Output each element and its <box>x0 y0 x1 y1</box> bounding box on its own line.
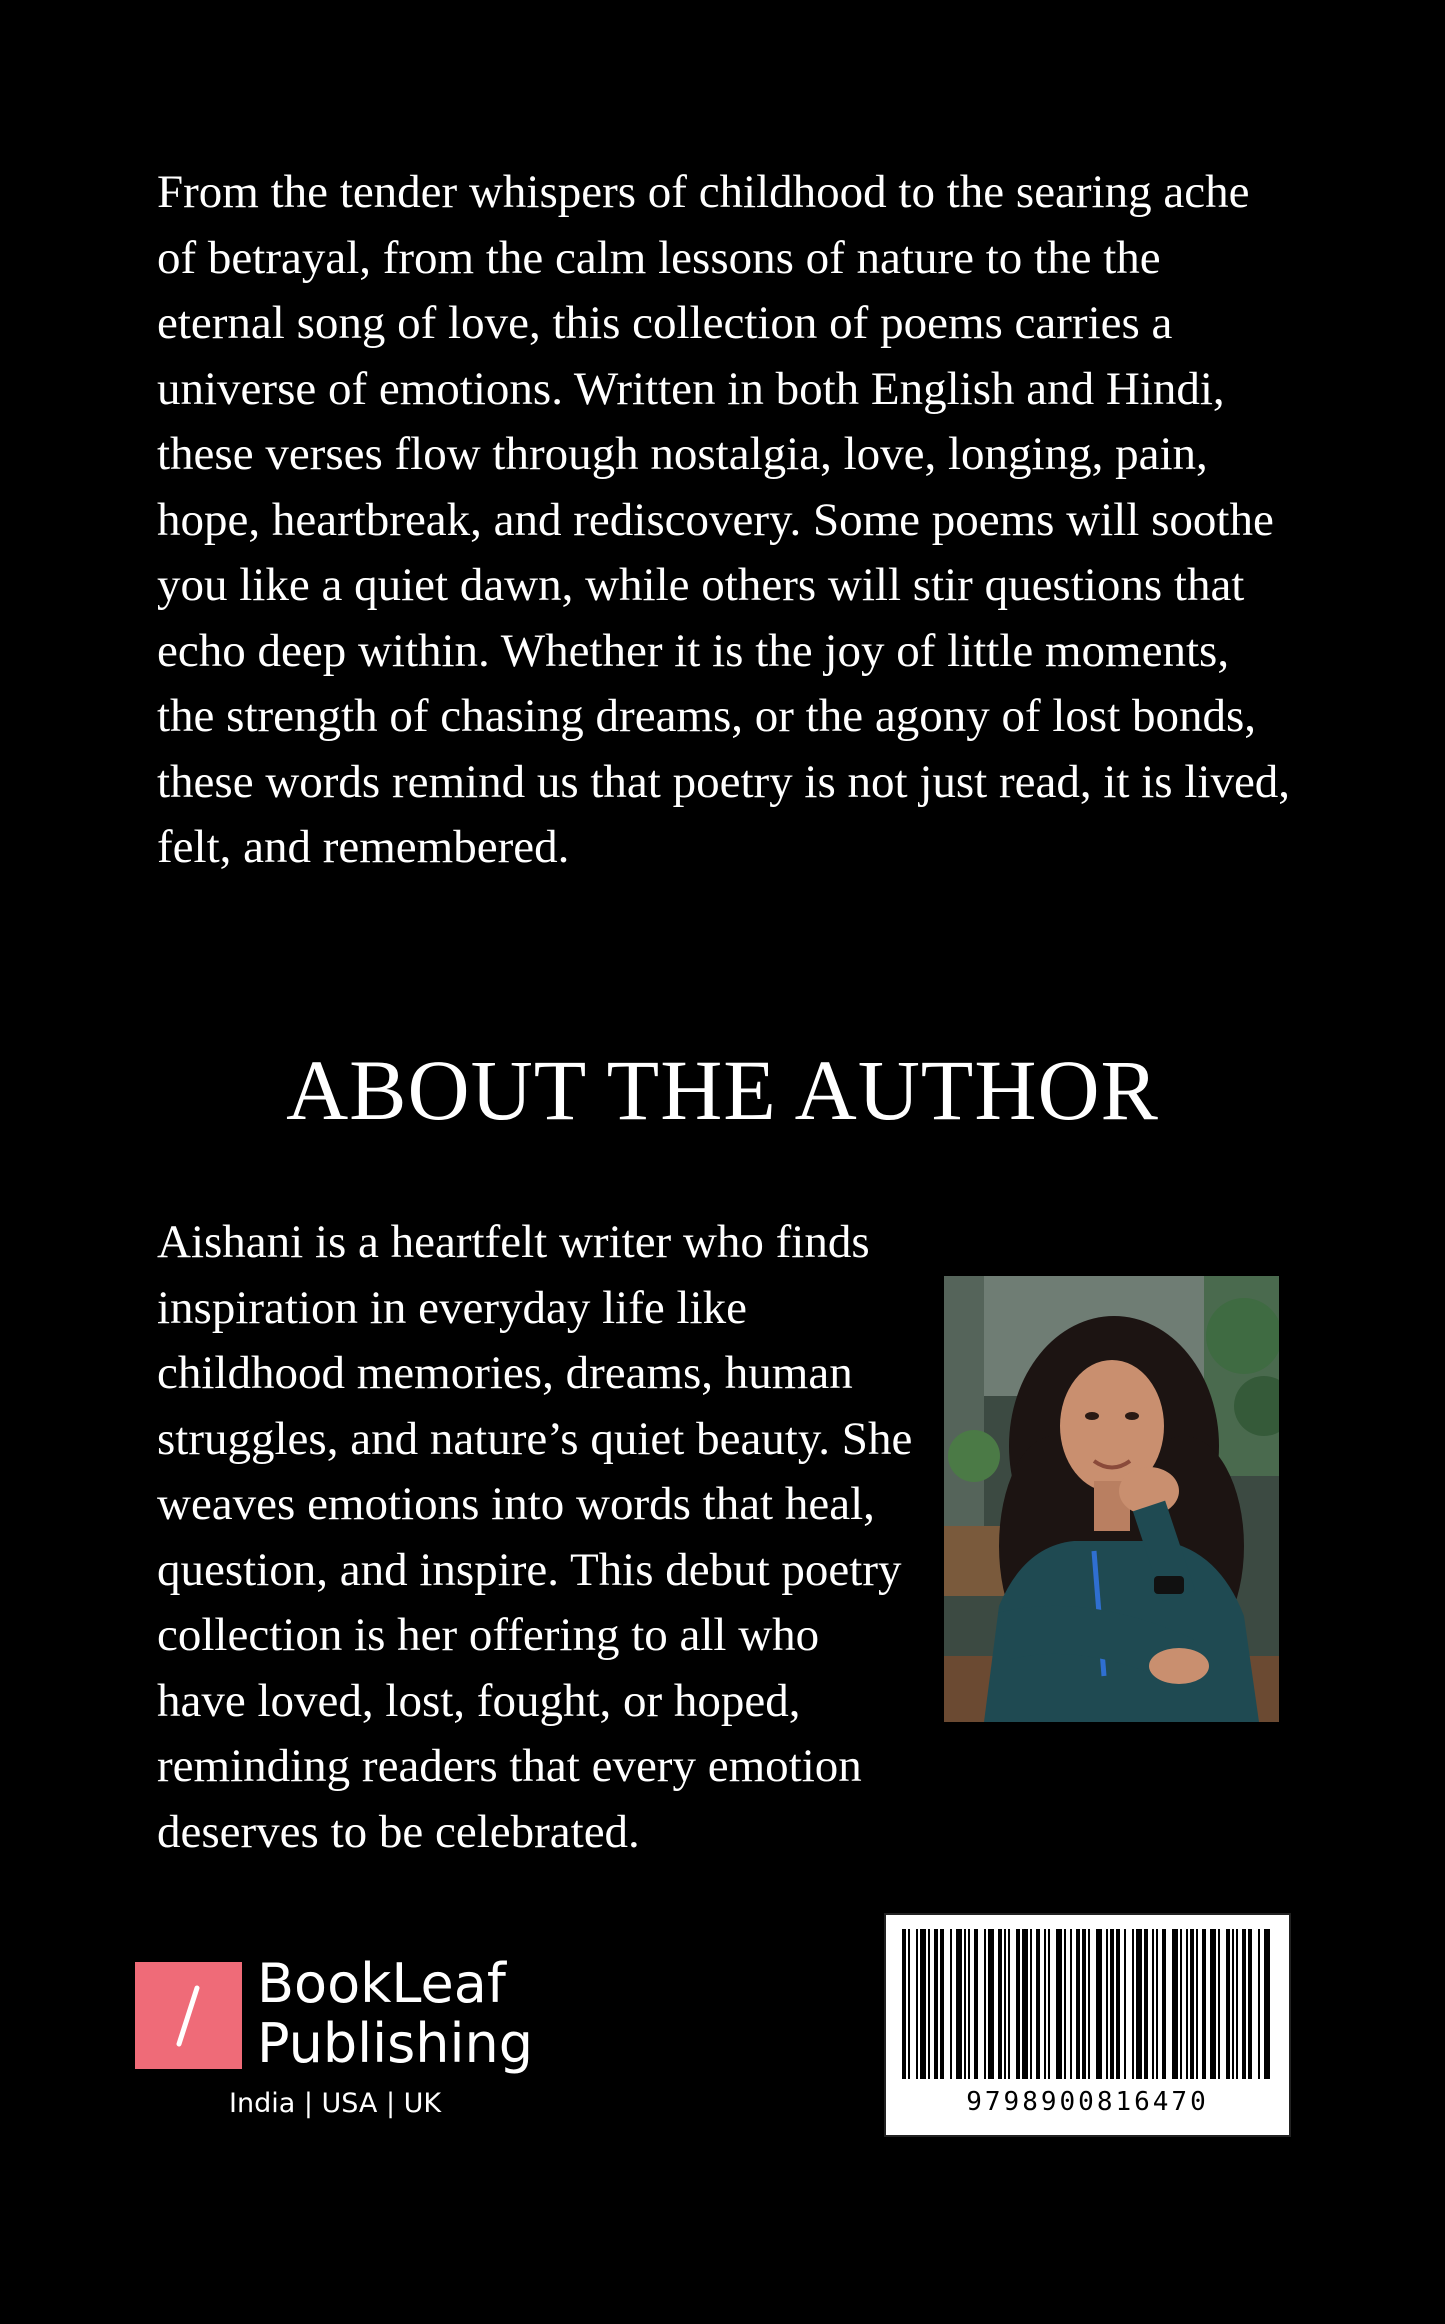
barcode-bar <box>1144 1929 1148 2079</box>
barcode-bar <box>1088 1929 1090 2079</box>
isbn-number: 9798900816470 <box>966 2087 1209 2117</box>
barcode-bar <box>1248 1929 1252 2079</box>
barcode-bar <box>974 1929 978 2079</box>
barcode-bar <box>1070 1929 1072 2079</box>
barcode-bar <box>1152 1929 1154 2079</box>
barcode-bar <box>1172 1929 1178 2079</box>
barcode-bar <box>998 1929 1002 2079</box>
barcode-bar <box>984 1929 986 2079</box>
barcode-bar <box>1076 1929 1080 2079</box>
publisher-logo <box>135 1952 535 2122</box>
barcode-bar <box>1242 1929 1246 2079</box>
barcode-bar <box>1036 1929 1040 2079</box>
barcode-bar <box>1132 1929 1134 2079</box>
publisher-name-line2: Publishing <box>257 2012 533 2075</box>
barcode-bar <box>1202 1929 1206 2079</box>
barcode-bar <box>956 1929 962 2079</box>
isbn-barcode <box>884 1913 1291 2137</box>
barcode-bar <box>1236 1929 1238 2079</box>
barcode-bar <box>920 1929 926 2079</box>
barcode-bar <box>1022 1929 1028 2079</box>
barcode-bar <box>1156 1929 1158 2079</box>
barcode-bar <box>1004 1929 1006 2079</box>
barcode-bar <box>1110 1929 1114 2079</box>
barcode-bar <box>1056 1929 1062 2079</box>
barcode-bar <box>1116 1929 1120 2079</box>
barcode-bar <box>1044 1929 1046 2079</box>
book-blurb: From the tender whispers of childhood to the searing ache of betrayal, from the calm lessons of nature to the the eternal song of love, this collection of poems carries a universe of emotions. Written in both English and Hindi, these verses flow through nostalgia, love, longing, pain, hope, heartbreak, and rediscovery. Some poems will soothe you like a quiet dawn, while others will stir questions that echo deep within. Whether it is the joy of little moments, the strength of chasing dreams, or the agony of lost bonds, these words remind us that poetry is not just read, it is lived, felt, and remembered. <box>157 166 1291 873</box>
author-photo <box>944 1276 1279 1722</box>
barcode-bar <box>1106 1929 1108 2079</box>
barcode-bar <box>1226 1929 1230 2079</box>
barcode-bar <box>1030 1929 1032 2079</box>
author-portrait-icon <box>944 1276 1279 1722</box>
barcode-bar <box>1232 1929 1234 2079</box>
publisher-name <box>257 1954 533 2074</box>
barcode-bar <box>1136 1929 1142 2079</box>
barcode-bar <box>940 1929 944 2079</box>
barcode-bar <box>1162 1929 1166 2079</box>
barcode-bar <box>1190 1929 1194 2079</box>
barcode-bars-icon <box>902 1929 1273 2079</box>
barcode-bar <box>1258 1929 1260 2079</box>
barcode-bar <box>1180 1929 1182 2079</box>
slash-logo-icon <box>135 1962 242 2069</box>
barcode-bar <box>1186 1929 1188 2079</box>
barcode-bar <box>908 1929 910 2079</box>
barcode-bar <box>1016 1929 1020 2079</box>
barcode-bar <box>1082 1929 1086 2079</box>
barcode-bar <box>902 1929 906 2079</box>
barcode-bar <box>1124 1929 1126 2079</box>
barcode-bar <box>1196 1929 1198 2079</box>
about-author-heading: ABOUT THE AUTHOR <box>286 1042 1159 1138</box>
barcode-bar <box>934 1929 938 2079</box>
barcode-bar <box>964 1929 966 2079</box>
barcode-bar <box>1048 1929 1050 2079</box>
publisher-locations: India | USA | UK <box>229 2088 442 2119</box>
barcode-bar <box>988 1929 994 2079</box>
barcode-bar <box>1210 1929 1216 2079</box>
barcode-bar <box>1264 1929 1270 2079</box>
author-bio: Aishani is a heartfelt writer who finds inspiration in everyday life like childhood memories, dreams, human struggles, and nature’s quiet beauty. She weaves emotions into words that heal, question, and inspire. This debut poetry collection is her offering to all who have loved, lost, fought, or hoped, reminding readers that every emotion deserves to be celebrated. <box>157 1216 913 1858</box>
publisher-name-line1: BookLeaf <box>257 1952 506 2015</box>
barcode-bar <box>1008 1929 1010 2079</box>
barcode-bar <box>928 1929 930 2079</box>
barcode-bar <box>1064 1929 1066 2079</box>
barcode-bar <box>968 1929 970 2079</box>
barcode-bar <box>950 1929 952 2079</box>
barcode-bar <box>1218 1929 1220 2079</box>
barcode-bar <box>1096 1929 1102 2079</box>
barcode-bar <box>916 1929 918 2079</box>
